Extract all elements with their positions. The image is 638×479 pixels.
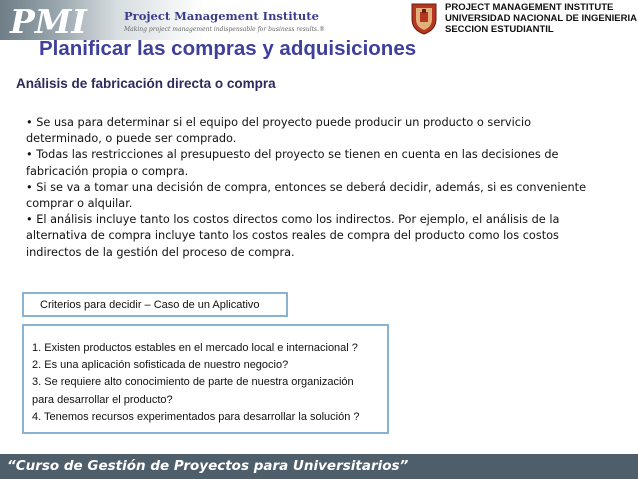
university-line: PROJECT MANAGEMENT INSTITUTE xyxy=(445,2,614,13)
section-title: Análisis de fabricación directa o compra xyxy=(16,76,276,91)
question-line: para desarrollar el producto? xyxy=(32,393,173,406)
pmi-tagline: Making project management indispensable for business results.® xyxy=(124,26,326,33)
footer-text: “Curso de Gestión de Proyectos para Universitarios” xyxy=(7,458,409,474)
question-line: 2. Es una aplicación sofisticada de nuestro negocio? xyxy=(32,359,289,372)
criteria-box xyxy=(22,292,288,317)
bullet-line: • Todas las restricciones al presupuesto del proyecto se tienen en cuenta en las decisiones de xyxy=(26,148,559,162)
bullet-line: comprar o alquilar. xyxy=(26,197,133,211)
university-block xyxy=(445,2,637,35)
university-line: UNIVERSIDAD NACIONAL DE INGENIERIA xyxy=(445,13,637,24)
page-title: Planificar las compras y adquisiciones xyxy=(39,37,417,60)
pmi-mark-text: PMI xyxy=(10,2,87,38)
bullet-line: fabricación propia o compra. xyxy=(26,164,189,178)
university-line: SECCION ESTUDIANTIL xyxy=(445,24,554,35)
questions-box xyxy=(22,324,389,434)
questions-list xyxy=(32,340,360,426)
pmi-name: Project Management Institute xyxy=(124,9,319,23)
criteria-label: Criterios para decidir – Caso de un Aplicativo xyxy=(40,299,260,311)
pmi-logo-icon xyxy=(4,2,116,38)
university-seal-icon xyxy=(409,1,439,35)
bullet-line: • Se usa para determinar si el equipo del proyecto puede producir un producto o servicio xyxy=(26,116,532,129)
bullet-line: alternativa de compra incluye tanto los costos reales de compra del producto como los costos xyxy=(26,229,559,243)
bullet-line: determinado, o puede ser comprado. xyxy=(26,132,237,146)
question-line: 3. Se requiere alto conocimiento de parte de nuestra organización xyxy=(32,376,354,389)
question-line: 4. Tenemos recursos experimentados para desarrollar la solución ? xyxy=(32,410,360,423)
pmi-logo xyxy=(0,0,326,40)
bullet-line: • Si se va a tomar una decisión de compra, entonces se deberá decidir, además, si es conveniente xyxy=(26,180,587,194)
question-line: 1. Existen productos estables en el mercado local e internacional ? xyxy=(32,342,358,354)
footer-bar xyxy=(0,454,638,479)
bullet-line: • El análisis incluye tanto los costos directos como los indirectos. Por ejemplo, el análisis de la xyxy=(26,213,560,227)
bullet-list xyxy=(26,115,586,261)
bullet-line: indirectos de la gestión del proceso de compra. xyxy=(26,245,295,259)
